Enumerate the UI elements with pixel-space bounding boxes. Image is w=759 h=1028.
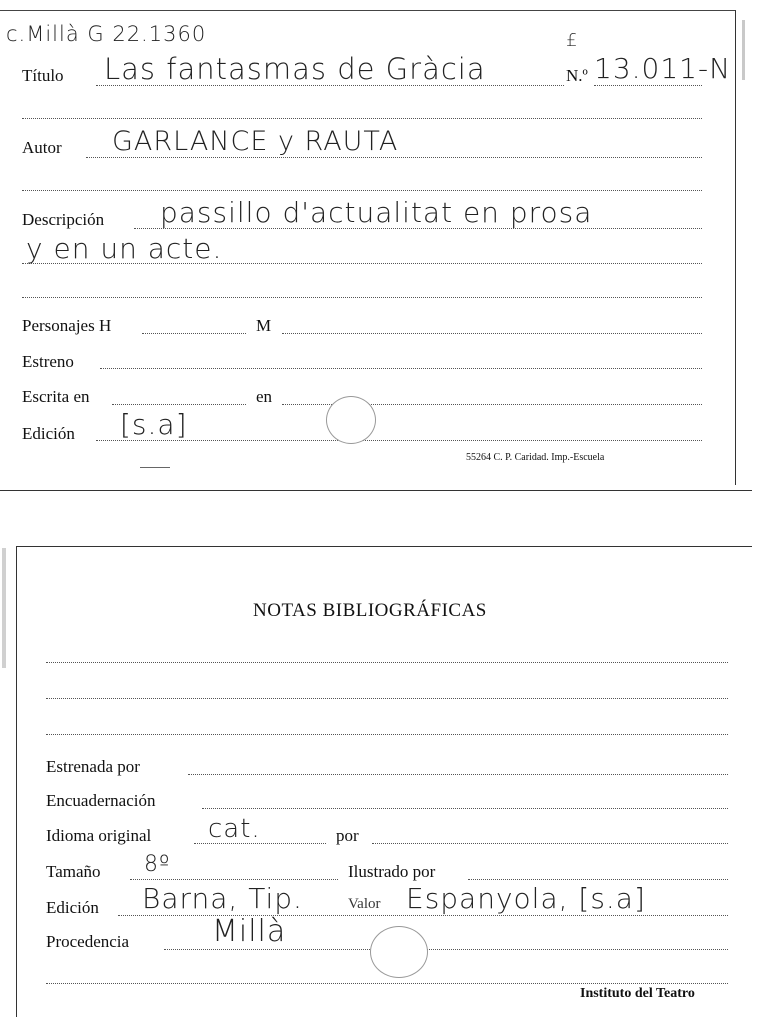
procedencia-line (164, 949, 728, 950)
tamano-label: Tamaño (46, 862, 101, 881)
valor-value: Espanyola, [s.a] (406, 882, 646, 915)
front-tick (140, 467, 170, 468)
titulo-label: Título (22, 66, 64, 85)
scan-speck (742, 20, 745, 80)
personajes-m-label: M (256, 316, 272, 335)
escrita-label: Escrita en (22, 387, 90, 406)
notes-line-1 (46, 662, 728, 663)
tamano-value: 8º (144, 852, 171, 877)
catalog-note: c.Millà G 22.1360 (6, 22, 207, 46)
encuadernacion-label: Encuadernación (46, 791, 156, 810)
personajes-h-line (142, 333, 246, 334)
catalog-mark: £ (566, 30, 579, 51)
edicion-label: Edición (22, 424, 75, 443)
punch-hole-back (370, 926, 428, 978)
edicion-value: [s.a] (120, 408, 188, 441)
descripcion-line1: passillo d'actualitat en prosa (160, 196, 593, 229)
printer-imprint: 55264 C. P. Caridad. Imp.-Escuela (466, 452, 605, 463)
back-bottom-line (46, 983, 728, 984)
titulo-value: Las fantasmas de Gràcia (104, 52, 486, 86)
procedencia-value: Millà (212, 914, 287, 949)
ilustrado-line (468, 879, 728, 880)
estrenada-label: Estrenada por (46, 757, 140, 776)
autor-label: Autor (22, 138, 62, 157)
personajes-label: Personajes H (22, 316, 112, 335)
ilustrado-label: Ilustrado por (348, 862, 436, 881)
encuadernacion-line (202, 808, 728, 809)
descripcion-line2: y en un acte. (26, 232, 223, 265)
escrita-line (112, 404, 246, 405)
procedencia-label: Procedencia (46, 932, 130, 951)
front-card-edge (0, 490, 752, 491)
numero-label: N.º (566, 66, 588, 85)
autor-line-2 (22, 190, 702, 191)
descripcion-label: Descripción (22, 210, 105, 229)
idioma-label: Idioma original (46, 826, 152, 845)
back-edicion-label: Edición (46, 898, 99, 917)
descripcion-line-3 (22, 297, 702, 298)
estreno-label: Estreno (22, 352, 74, 371)
notes-line-2 (46, 698, 728, 699)
autor-line (86, 157, 702, 158)
autor-value: GARLANCE y RAUTA (112, 126, 399, 157)
scan-speck (2, 548, 6, 668)
notes-line-3 (46, 734, 728, 735)
tamano-line (130, 879, 338, 880)
back-edicion-line (118, 915, 728, 916)
idioma-por-line (372, 843, 728, 844)
personajes-m-line (282, 333, 702, 334)
titulo-line-2 (22, 118, 702, 119)
numero-value: 13.011-N (594, 52, 732, 85)
numero-line (594, 85, 702, 86)
valor-label: Valor (348, 896, 381, 912)
back-heading: NOTAS BIBLIOGRÁFICAS (253, 600, 487, 621)
idioma-value: cat. (208, 814, 261, 844)
estrenada-line (188, 774, 728, 775)
idioma-por-label: por (336, 826, 359, 845)
punch-hole-front (326, 396, 376, 444)
institute-footer: Instituto del Teatro (580, 986, 695, 1001)
estreno-line (100, 368, 702, 369)
escrita-en-label: en (256, 387, 273, 406)
back-edicion-value: Barna, Tip. (142, 882, 303, 915)
